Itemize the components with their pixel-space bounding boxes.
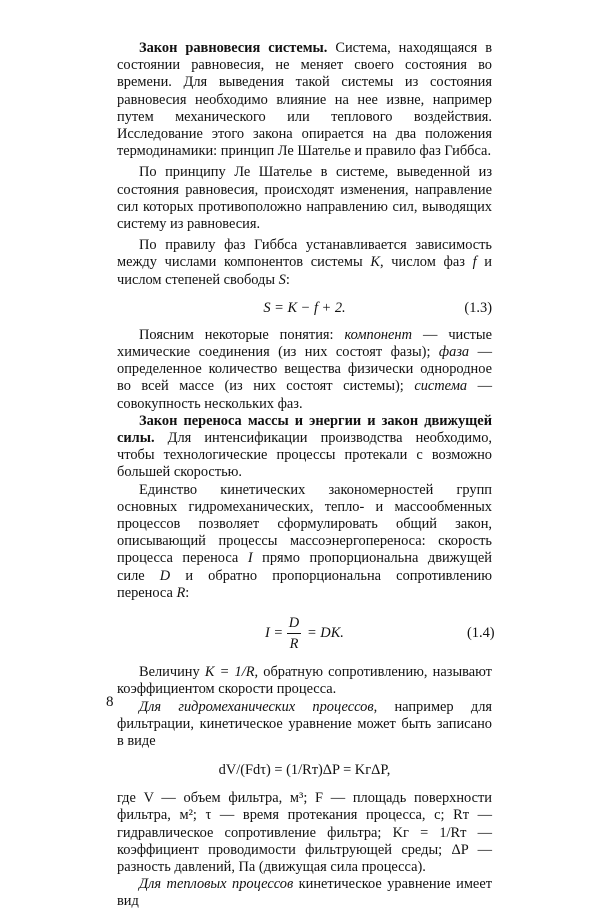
formula-1-4-rhs: = DK. (307, 625, 344, 642)
formula-1-4-lhs: I = (265, 625, 284, 642)
paragraph-hydromechanical: Для гидромеханических процессов, например для фильтрации, кинетическое уравнение может быть записано в виде (117, 698, 492, 749)
formula-1-3-expression: S = K − f + 2. (263, 299, 346, 316)
paragraph-variable-legend: где V — объем фильтра, м³; F — площадь поверхности фильтра, м²; τ — время протекания процесса, с; Rт — гидравлическое сопротивление фильтра; Kг = 1/Rт — коэффициент проводимости фильтрующей среды; ΔP — разность давлений, Па (движущая сила процесса). (117, 790, 492, 875)
paragraph-transfer-law: Закон переноса массы и энергии и закон движущей силы. Для интенсификации производства необходимо, чтобы технологические процессы протекали с возможно большей скоростью. (117, 412, 492, 481)
formula-1-4-number: (1.4) (467, 625, 495, 642)
paragraph-gibbs-rule: По правилу фаз Гиббса устанавливается зависимость между числами компонентов системы K, числом фаз f и числом степеней свободы S: (117, 237, 492, 288)
heading-transfer-law: Закон переноса массы и энергии и закон движущей силы. (117, 412, 492, 447)
paragraph-equilibrium-law: Закон равновесия системы. Система, находящаяся в состоянии равновесия, не меняет своего состояния во времени. Для выведения такой системы из состояния равновесия необходимо влияние на нее извне, например путем механического или теплового воздействия. Исследование этого закона опирается на два положения термодинамики: принцип Ле Шателье и правило фаз Гиббса. (117, 40, 492, 160)
paragraph-thermal: Для тепловых процессов кинетическое уравнение имеет вид (117, 876, 493, 910)
formula-1-3 (117, 289, 492, 327)
formula-1-4-fraction: D R (288, 615, 300, 653)
page-number: 8 (106, 694, 114, 710)
heading-equilibrium-law: Закон равновесия системы. (139, 40, 328, 56)
formula-filtration-expression: dV/(Fdτ) = (1/Rт)ΔP = KгΔP, (218, 762, 391, 779)
paragraph-kinetic-unity: Единство кинетических закономерностей групп основных гидромеханических, тепло- и массообменных процессов позволяет сформулировать общий закон, описывающий процессы массоэнергопереноса: скорость процесса переноса I прямо пропорциональна движущей силе D и обратно пропорциональна сопротивлению переноса R: (117, 481, 492, 601)
paragraph-rate-coefficient: Величину K = 1/R, обратную сопротивлению, называют коэффициентом скорости процесса. (117, 664, 492, 698)
formula-1-4 (117, 602, 495, 664)
paragraph-le-chatelier: По принципу Ле Шателье в системе, выведенной из состояния равновесия, происходят изменения, направление сил которых противоположно направлению сил, выводящих систему из равновесия. (117, 164, 492, 233)
page-body (117, 40, 495, 911)
formula-1-3-number: (1.3) (464, 299, 492, 316)
formula-filtration (117, 750, 492, 790)
paragraph-definitions: Поясним некоторые понятия: компонент — чистые химические соединения (из них состоят фазы); фаза — определенное количество вещества физически однородное во всей массе (из них состоят системы); система — совокупность нескольких фаз. (117, 326, 492, 412)
